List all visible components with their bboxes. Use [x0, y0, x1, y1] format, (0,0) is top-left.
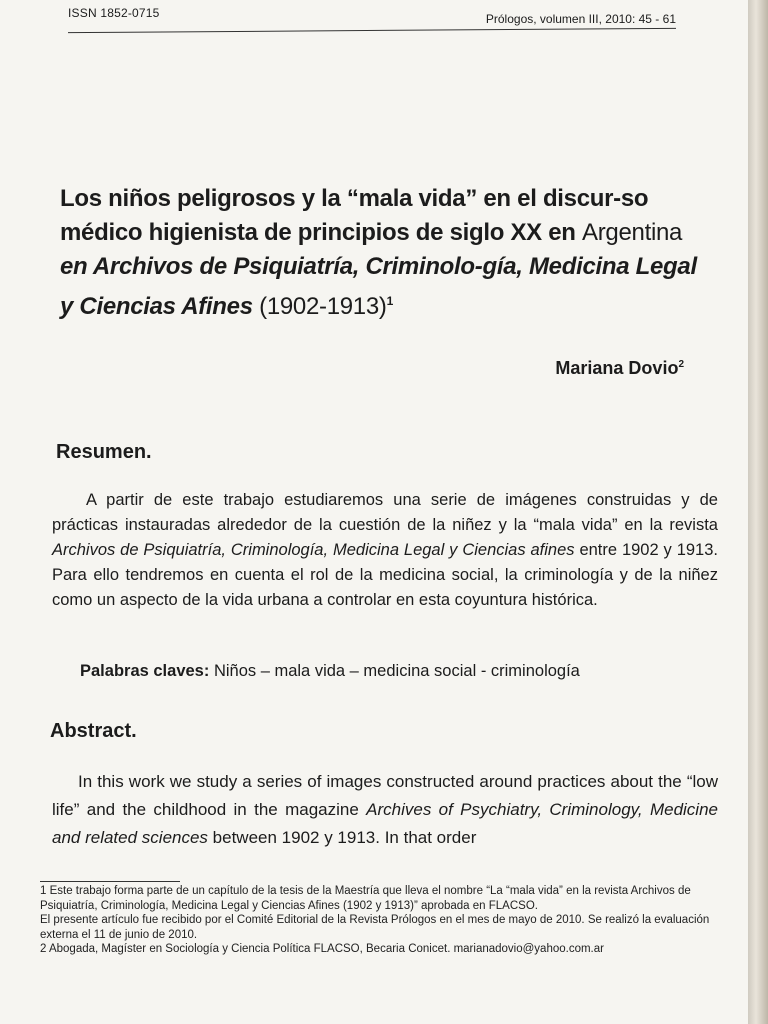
abstract-paragraph — [52, 768, 718, 852]
footnotes — [40, 884, 740, 957]
page-edge — [748, 0, 768, 1024]
footnote-received: El presente artículo fue recibido por el Comité Editorial de la Revista Prólogos en el mes de mayo de 2010. Se realizó la evaluación externa el 11 de junio de 2010. — [40, 914, 710, 941]
footnote-rule — [40, 881, 180, 882]
footnote-1: 1 Este trabajo forma parte de un capítulo de la tesis de la Maestría que lleva el nombre “La “mala vida” en la revista Archivos de Psiquiatría, Criminología, Medicina Legal y Ciencias Afines (1902 y 1913)” aprobada en FLACSO. — [40, 885, 691, 912]
title-part-1: Los niños peligrosos y la “mala vida” en el discur-so médico higienista de principios de siglo XX en — [60, 185, 649, 246]
resumen-paragraph — [52, 488, 718, 613]
title-part-2: Argentina — [582, 219, 683, 246]
resumen-heading: Resumen. — [56, 441, 152, 463]
title-footnote-mark: 1 — [386, 294, 393, 308]
author-footnote-mark: 2 — [678, 359, 684, 370]
resumen-text-italic: Archivos de Psiquiatría, Criminología, Medicina Legal y Ciencias afines — [52, 541, 575, 559]
abstract-heading: Abstract. — [50, 720, 137, 742]
title-part-4: (1902-1913) — [259, 293, 387, 320]
abstract-text-after: between 1902 y 1913. In that order — [212, 828, 477, 847]
article-title — [60, 182, 710, 324]
issn-label: ISSN 1852-0715 — [68, 6, 160, 20]
footnote-2: 2 Abogada, Magíster en Sociología y Ciencia Política FLACSO, Becaria Conicet. marianadovio@yahoo.com.ar — [40, 943, 604, 955]
author-name — [555, 358, 684, 379]
title-part-3: en Archivos de Psiquiatría, Criminolo-gía, Medicina Legal y Ciencias Afines — [60, 253, 697, 320]
keywords-label: Palabras claves: — [80, 662, 210, 680]
resumen-text-before: A partir de este trabajo estudiaremos una serie de imágenes construidas y de prácticas instauradas alrededor de la cuestión de la niñez y la “mala vida” en la revista — [52, 491, 718, 534]
author-text: Mariana Dovio — [555, 358, 679, 378]
abstract-text-before: In this work we study a series of images constructed around practices about the “low life” and the childhood in the magazine — [52, 772, 718, 819]
resumen-text-after: entre 1902 y 1913. Para ello tendremos en cuenta el rol de la medicina social, la criminología y de la niñez como un aspecto de la vida urbana a controlar en esta coyuntura histórica. — [52, 541, 718, 609]
journal-citation: Prólogos, volumen III, 2010: 45 - 61 — [485, 12, 676, 26]
abstract-text-italic: Archives of Psychiatry, Criminology, Medicine and related sciences — [52, 800, 718, 847]
keywords-line — [80, 662, 580, 681]
keywords-value: Niños – mala vida – medicina social - criminología — [213, 662, 580, 680]
